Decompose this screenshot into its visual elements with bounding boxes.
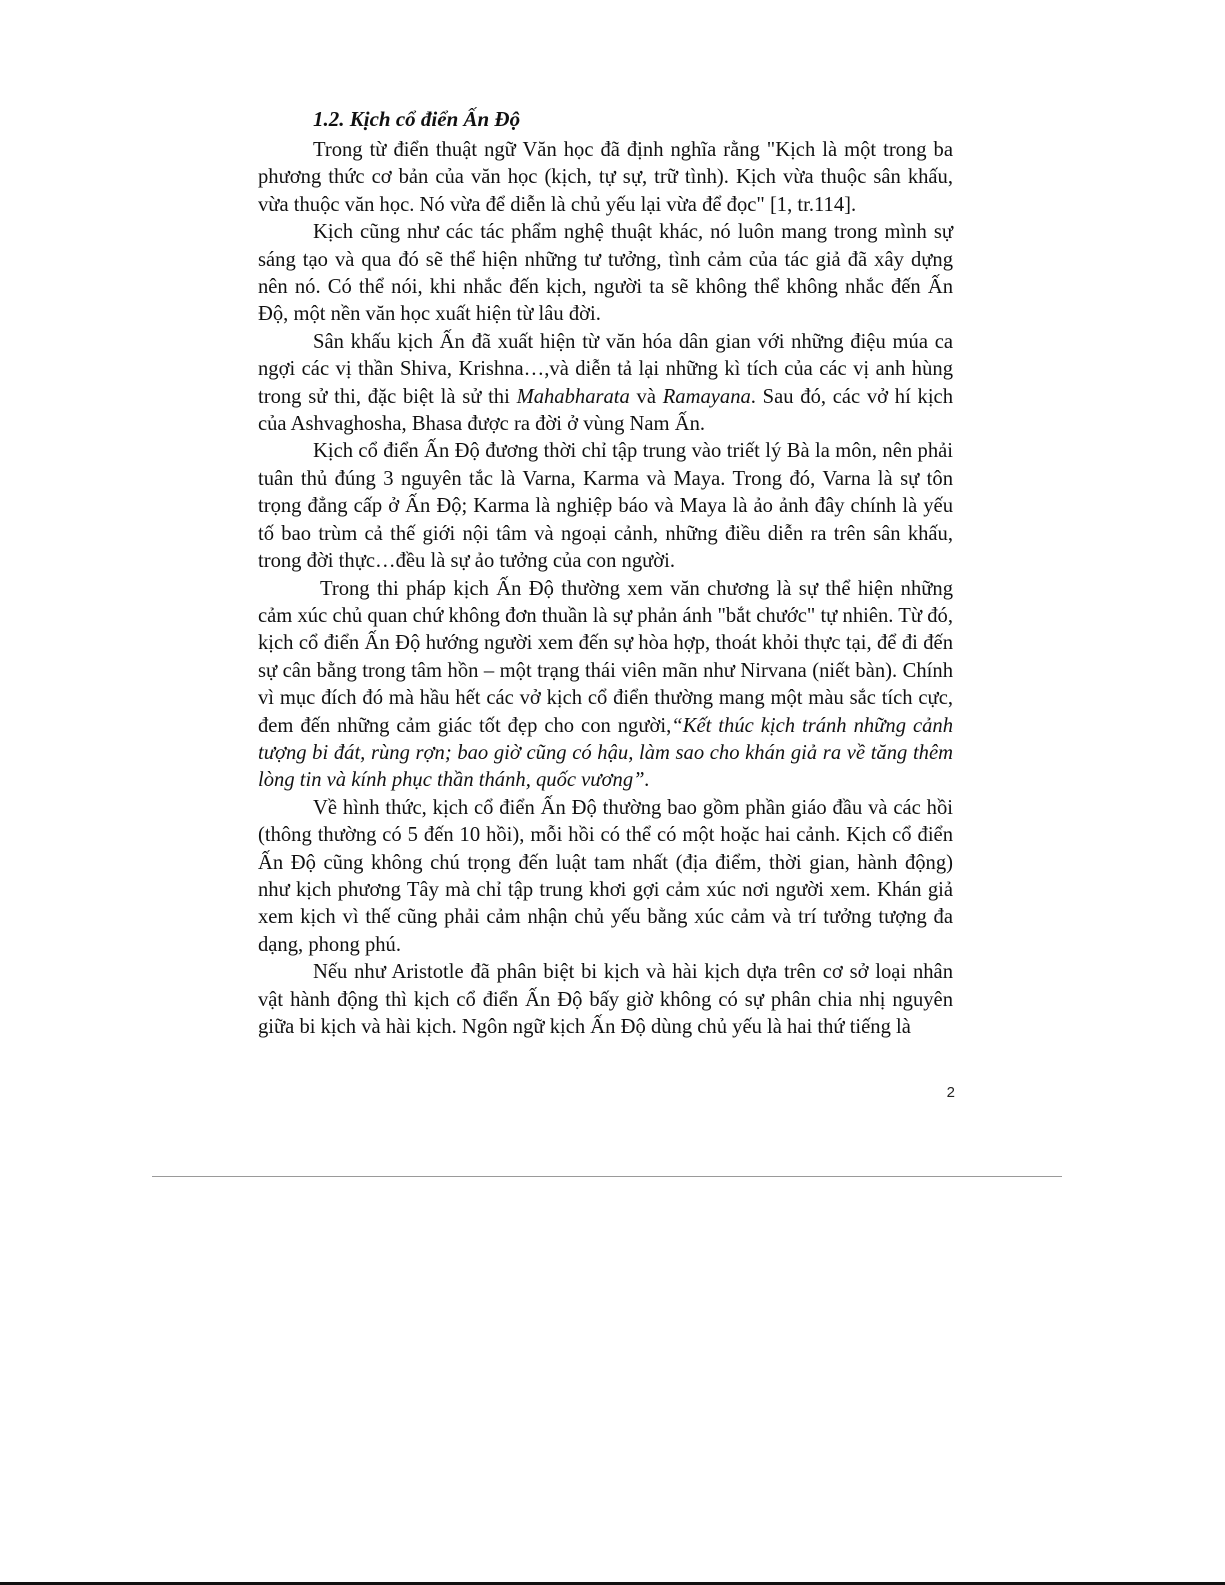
paragraph-origins-and: và bbox=[629, 385, 663, 408]
paragraph-poetics-text: Trong thi pháp kịch Ấn Độ thường xem văn chương là sự thể hiện những cảm xúc chủ quan chứ không đơn thuần là sự phản ánh "bắt chước" tự nhiên. Từ đó, kịch cổ điển Ấn Độ hướng người xem đến sự hòa hợp, thoát khỏi thực tại, để đi đến sự cân bằng trong tâm hồn – một trạng thái viên mãn như Nirvana (niết bàn). Chính vì mục đích đó mà hầu hết các vở kịch cổ điển thường mang một màu sắc tích cực, đem đến những cảm giác tốt đẹp cho con người, bbox=[258, 577, 953, 737]
paragraph-principles: Kịch cổ điển Ấn Độ đương thời chỉ tập trung vào triết lý Bà la môn, nên phải tuân thủ đúng 3 nguyên tắc là Varna, Karma và Maya. Trong đó, Varna là sự tôn trọng đẳng cấp ở Ấn Độ; Karma là nghiệp báo và Maya là ảo ảnh đây chính là yếu tố bao trùm cả thế giới nội tâm và ngoại cảnh, những điều diễn ra trên sân khấu, trong đời thực…đều là sự ảo tưởng của con người. bbox=[258, 440, 953, 573]
epic-title-ramayana: Ramayana bbox=[662, 385, 751, 408]
paragraph-poetics bbox=[258, 576, 953, 795]
page-separator bbox=[152, 1176, 1062, 1177]
paragraph-definition: Trong từ điển thuật ngữ Văn học đã định nghĩa rằng "Kịch là một trong ba phương thức cơ bản của văn học (kịch, tự sự, trữ tình). Kịch vừa thuộc sân khấu, vừa thuộc văn học. Nó vừa để diễn là chủ yếu lại vừa để đọc" [1, tr.114]. bbox=[258, 139, 953, 216]
paragraph-form: Về hình thức, kịch cổ điển Ấn Độ thường bao gồm phần giáo đầu và các hồi (thông thường có 5 đến 10 hồi), mỗi hồi có thể có một hoặc hai cảnh. Kịch cổ điển Ấn Độ cũng không chú trọng đến luật tam nhất (địa điểm, thời gian, hành động) như kịch phương Tây mà chỉ tập trung khơi gợi cảm xúc nơi người xem. Khán giả xem kịch vì thế cũng phải cảm nhận chủ yếu bằng xúc cảm và trí tưởng tượng đa dạng, phong phú. bbox=[258, 796, 953, 956]
paragraph-origins-text: Sân khấu kịch Ấn đã xuất hiện từ văn hóa dân gian với những điệu múa ca ngợi các vị thần Shiva, Krishna…,và diễn tả lại những kì tích của các vị anh hùng trong sử thi, đặc biệt là sử thi bbox=[258, 330, 953, 408]
paragraph-aristotle: Nếu như Aristotle đã phân biệt bi kịch và hài kịch dựa trên cơ sở loại nhân vật hành động thì kịch cổ điển Ấn Độ bấy giờ không có sự phân chia nhị nguyên giữa bi kịch và hài kịch. Ngôn ngữ kịch Ấn Độ dùng chủ yếu là hai thứ tiếng là bbox=[258, 961, 953, 1038]
page-number: 2 bbox=[946, 1084, 955, 1101]
epic-title-mahabharata: Mahabharata bbox=[516, 385, 630, 408]
section-heading: 1.2. Kịch cổ điển Ấn Độ bbox=[313, 107, 521, 131]
paragraph-creativity: Kịch cũng như các tác phẩm nghệ thuật khác, nó luôn mang trong mình sự sáng tạo và qua đó sẽ thể hiện những tư tưởng, tình cảm của tác giả đã xây dựng nên nó. Có thể nói, khi nhắc đến kịch, người ta sẽ không thể không nhắc đến Ấn Độ, một nền văn học xuất hiện từ lâu đời. bbox=[258, 221, 953, 326]
paragraph-origins bbox=[258, 329, 953, 439]
document-body bbox=[258, 100, 953, 1041]
paragraph-origins-tail: . Sau đó, các vở hí kịch của Ashvaghosha, Bhasa được ra đời ở vùng Nam Ấn. bbox=[258, 385, 953, 436]
paragraph-poetics-quote: “Kết thúc kịch tránh những cảnh tượng bi đát, rùng rợn; bao giờ cũng có hậu, làm sao cho khán giả ra về tăng thêm lòng tin và kính phục thần thánh, quốc vương”. bbox=[258, 714, 953, 792]
